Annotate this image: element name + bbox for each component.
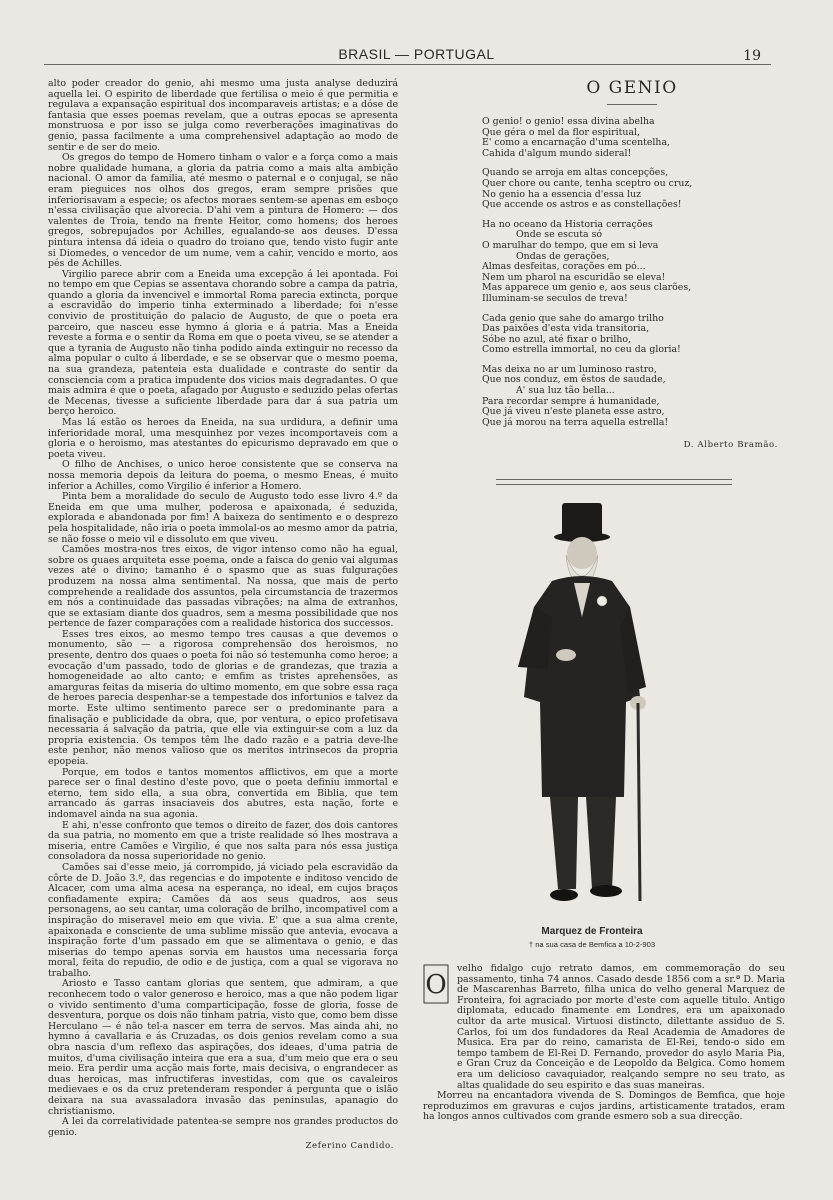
poem-line: A' sua luz tão bella...: [516, 385, 615, 397]
poem-line: Illuminam-se seculos de treva!: [482, 292, 628, 304]
article-paragraph: Porque, em todos e tantos momentos afflictivos, em que a morte parece ser o final destino d'este povo, que o poeta definiu immortal e eterno, tem sido ella, a sua obra, convertida em Biblia, que tem arrancado ás garras insaciaveis dos abutres, esta nação, forte e indomavel ainda na sua agonia.: [48, 766, 398, 820]
poem-line: Que accende os astros e as constellações!: [482, 199, 682, 211]
page-header: [0, 44, 833, 66]
dropcap-letter: O: [425, 970, 447, 1000]
article-signature: Zeferino Candido.: [305, 1141, 394, 1152]
poem-line: Que géra o mel da flor espiritual,: [482, 126, 641, 138]
poem-line: Quer chore ou cante, tenha sceptro ou cruz,: [482, 177, 693, 189]
poem-line: O genio! o genio! essa divina abelha: [482, 116, 655, 127]
poem-line: Mas deixa no ar um luminoso rastro,: [482, 363, 657, 375]
article-paragraph: O filho de Anchises, o unico heroe consistente que se conserva na nossa memoria depois da leitura do poema, o mesmo Eneas, é muito inferior a Achilles, como Virgilio é inferior a Homero.: [48, 459, 398, 492]
obituary-paragraph: velho fidalgo cujo retrato damos, em commemoração do seu passamento, tinha 74 annos. Casado desde 1856 com a sr.ª D. Maria de Mascarenhas Barreto, filha unica do velho general Marquez de Fronteira, foi agraciado por morte d'este com aquelle titulo. Antigo diplomata, educado finamente em Londres, era um apaixonado cultor da arte musical. Virtuosi distincto, dilettante assiduo de S. Carlos, foi um dos fundadores da Real Academia de Amadores de Musica. Era par do reino, camarista de El-Rei, tendo-o sido em tempo tambem de El-Rei D. Fernando, provedor do asylo Maria Pia, e Gran Cruz da Conceição e de Leopoldo da Belgica. Como homem era um delicioso cavaquiador, realçando sempre no seu trato, as altas qualidade do seu espirito e das suas maneiras.: [457, 963, 785, 1091]
page-number: 19: [743, 48, 761, 64]
article-paragraph: Camões sai d'esse meio, já corrompido, já viciado pela escravidão da côrte de D. João 3.º, das regencias e do impotente e inditoso vencido de Alcacer, com uma alma acesa na esperança, no ideal, em cujos braços confiadamente expira; Camões dá aos seus quadros, aos seus personagens, ao seu cantar, uma coloração de brilho, incompativel com a inspiração do miseravel meio em que vivia. E' que a sua alma crente, apaixonada e consciente de uma sublime missão que antevia, evocava a inspiração forte d'um passado em que se alimentava o genio, e das miserias do tempo apenas sorvia em haustos uma necessaria força moral, feita do repudio, de odio e de justiça, com a qual se vigorava no trabalho.: [48, 861, 398, 979]
poem-stanza: [482, 314, 782, 356]
poem-line: Que já viveu n'este planeta esse astro,: [482, 406, 665, 418]
poem-line: Cahida d'algum mundo sideral!: [482, 147, 632, 159]
article-paragraph: Esses tres eixos, ao mesmo tempo tres causas a que devemos o monumento, são — a rigorosa comprehensão dos heroismos, no presente, dentro dos quaes o poeta foi não só testemunha como heroe; a evocação d'um passado, todo de glorias e de grandezas, que trazia a homogeneidade ao alto canto; e emfim as tristes aprehensões, as amarguras feitas da miseria do ultimo momento, em que sobre essa raça de heroes parecia despenhar-se a tempestade dos infortunios e talvez da morte. Este ultimo sentimento parece ser o predominante para a finalisação e publicidade da obra, que, por ventura, o epico profetisava necessaria á salvação da patria, que elle via extinguir-se com a luz da propria existencia. Os tempos têm lhe dado razão e a patria deve-lhe este penhor, não menos valioso que os meritos intrinsecos da propria epopeia.: [48, 628, 398, 767]
article-paragraph: A lei da correlatividade patentea-se sempre nos grandes productos do genio.: [48, 1116, 398, 1138]
poem-line: Que nos conduz, em êstos de saudade,: [482, 374, 666, 386]
portrait-photo: [500, 497, 690, 921]
poem-line: Ondas de gerações,: [516, 250, 610, 262]
header-rule: [44, 64, 771, 65]
poem-line: Nem um pharol na escuridão se eleva!: [482, 271, 666, 283]
poem-title-rule: [607, 104, 657, 105]
poem-stanza: [482, 365, 782, 429]
poem-title: O GENIO: [586, 78, 678, 98]
article-paragraph: alto poder creador do genio, ahi mesmo uma justa analyse deduzirá aquella lei. O espirito de liberdade que fertilisa o meio é que permitia e regulava a expansação espiritual dos incomparaveis artistas; e a dóse de fantasia que esses poemas revelam, que a outras epocas se apresenta monstruosa e por isso se julga como reverberações imaginativas do genio, passa facilmente a uma comprehensivel adaptação ao modo de sentir e de ser do meio.: [48, 78, 398, 153]
poem-line: Quando se arroja em altas concepções,: [482, 167, 669, 179]
poem-line: Sóbe no azul, até fixar o brilho,: [482, 333, 632, 345]
article-column: [48, 79, 398, 1152]
article-paragraph: Camões mostra-nos tres eixos, de vigor intenso como não ha egual, sobre os quaes arquiteta esse poema, onde a faisca do genio vai algumas vezes até o divino; tamanho é o spasmo que as suas fulgurações produzem na nossa alma sentimental. Na nossa, que mais de perto comprehende a realidade dos assuntos, pela circumstancia de trazermos em nós a continuidade das passadas vibrações; na alma de extranhos, que se extasiam diante dos quadros, sem a mesma possibilidade que nos pertence de fazer comparações com a realidade historica dos successos.: [48, 544, 398, 630]
obituary-column: [423, 964, 785, 1123]
poem-line: E' como a encarnação d'uma scentelha,: [482, 137, 671, 149]
poem-line: No genio ha a essencia d'essa luz: [482, 188, 642, 200]
poem-block: [482, 78, 782, 450]
poem-stanza: [482, 117, 782, 159]
poem-line: Que já morou na terra aquella estrella!: [482, 416, 669, 428]
section-separator: [496, 479, 732, 485]
poem-line: Mas apparece um genio e, aos seus clarões,: [482, 282, 692, 294]
article-paragraph: Virgilio parece abrir com a Eneida uma excepção á lei apontada. Foi no tempo em que Cepias se assentava chorando sobre a campa da patria, quando a gloria da invencivel e immortal Roma parecia extincta, porque a escravidão do imperio tinha exterminado a liberdade; foi n'esse convivio de prostituição do palacio de Augusto, de que o poeta era parceiro, que nasceu esse hymno á gloria e á patria. Mas a Eneida reveste a forma e o sentir da Roma em que o poeta viveu, se se atender a que a tyrania de Augusto não tinha podido ainda extinguir no recesso da alma popular o culto á liberdade, e se se observar que o mesmo poema, na sua grandeza, patenteia esta dualidade e contraste do sentir da consciencia com a pratica impudente dos vicios mais degradantes. O que mais admira é que o poeta, afagado por Augusto e seduzido pelas ofertas de Mecenas, tivesse a suficiente liberdade para dar á sua patria um berço heroico.: [48, 268, 398, 418]
obituary-paragraph: Morreu na encantadora vivenda de S. Domingos de Bemfica, que hoje reproduzimos em gravuras e cujos jardins, artisticamente tratados, eram ha longos annos cultivados com grande esmero sob a sua direcção.: [423, 1090, 785, 1123]
poem-line: O marulhar do tempo, que em si leva: [482, 239, 659, 251]
article-paragraph: Mas lá estão os heroes da Eneida, na sua urdidura, a definir uma inferioridade moral, uma mesquinhez por vezes incomportaveis com a gloria e o heroismo, mas atestantes do epicurismo depravado em que o poeta viveu.: [48, 417, 398, 460]
poem-signature: D. Alberto Bramão.: [683, 440, 778, 451]
poem-line: Como estrella immortal, no ceu da gloria!: [482, 344, 681, 356]
photo-caption: Marquez de Fronteira: [541, 926, 643, 937]
poem-line: Onde se escuta só: [516, 229, 603, 241]
poem-line: Cada genio que sahe do amargo trilho: [482, 312, 664, 324]
article-paragraph: Os gregos do tempo de Homero tinham o valor e a força como a mais nobre qualidade humana, a gloria da patria como a mais alta ambição nacional. O amor da familia, até mesmo o paternal e o conjugal, se não eram pieguices nos olhos dos gregos, eram sempre prisões que inferiorisavam a especie; os afectos moraes sentem-se apenas em esboço n'essa civilisação que alvorecia. D'ahi vem a pintura de Homero: — dos valentes de Troia, tendo na frente Heitor, como homens; dos heroes gregos, sobrepujados por Achilles, egualando-se aos deuses. D'essa pintura intensa dá ideia o quadro do troiano que, tendo visto fugir ante si Diomedes, o vencedor de um nume, vem a cahir, vencido e morto, aos pés de Achilles.: [48, 152, 398, 270]
article-paragraph: Ariosto e Tasso cantam glorias que sentem, que admiram, a que reconhecem todo o valor generoso e heroico, mas a que não podem ligar o vivido sentimento d'uma comparticipação, fosse de gloria, fosse de desventura, porque os dois não tinham patria, visto que, como bem disse Herculano — é não tel-a nascer em terra de servos. Mas ainda ahi, no hymno á cavallaria e ás Cruzadas, os dois genios revelam como a sua obra nascia d'um reflexo das aspirações, dos ideaes, d'uma patria de muitos, d'uma civilisação inteira que era a sua, d'um meio que era o seu meio. Era perdir uma acção mais forte, mais decisiva, o engrandecer as duas heroicas, mas infructiferas investidas, com que os cavaleiros medievaes e os da cruz pretenderam responder á pergunta que o islão deixara na sua avassaladora invasão das peninsulas, apanagio do christianismo.: [48, 978, 398, 1117]
article-paragraph: E ahi, n'esse confronto que temos o direito de fazer, dos dois cantores da sua patria, no momento em que a triste realidade só lhes mostrava a miseria, entre Camões e Virgilio, é que nos salta para nós essa justiça consoladora da nossa superioridade no genio.: [48, 819, 398, 863]
poem-stanza: [482, 220, 782, 305]
poem-line: Das paixões d'esta vida transitoria,: [482, 323, 650, 335]
poem-line: Para recordar sempre á humanidade,: [482, 395, 660, 407]
poem-stanza: [482, 168, 782, 210]
article-paragraph: Pinta bem a moralidade do seculo de Augusto todo esse livro 4.º da Eneida em que uma mulher, poderosa e apaixonada, é seduzida, explorada e abandonada por fim! A baixeza do sentimento e o desprezo pela hospitalidade, não iria o poeta immolal-os ao mesmo amor da patria, se não fosse o meio vil e dissoluto em que viveu.: [48, 491, 398, 545]
poem-line: Ha no oceano da Historia cerrações: [482, 218, 653, 230]
poem-line: Almas desfeitas, corações em pó...: [482, 261, 646, 273]
publication-title: BRASIL — PORTUGAL: [338, 46, 495, 62]
photo-subcaption: † na sua casa de Bemfica a 10-2-903: [528, 940, 656, 949]
